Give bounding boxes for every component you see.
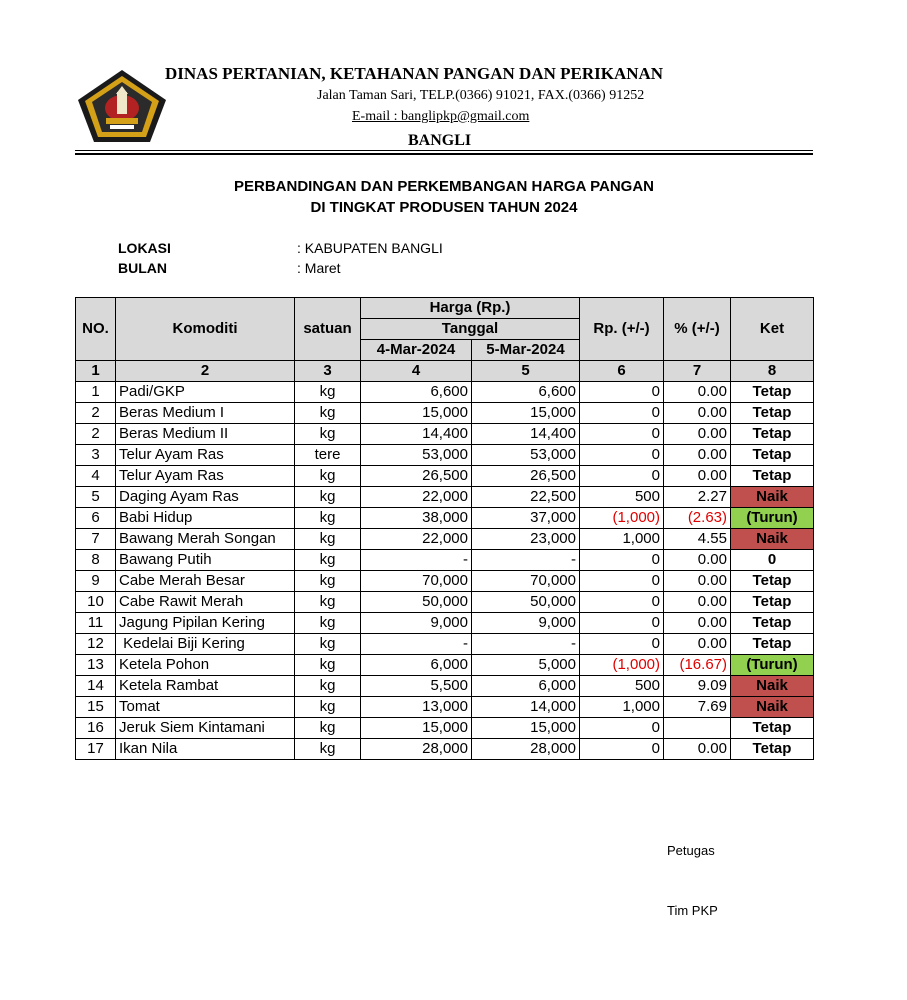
cell-price-date2: 37,000 <box>472 508 580 529</box>
cell-price-date1: - <box>361 634 472 655</box>
cell-satuan: kg <box>295 718 361 739</box>
cell-komoditi: Telur Ayam Ras <box>116 466 295 487</box>
table-row <box>76 718 814 739</box>
cell-no: 14 <box>76 676 116 697</box>
col-number: 6 <box>580 361 664 382</box>
table-row <box>76 445 814 466</box>
cell-pct-change: 0.00 <box>664 445 731 466</box>
cell-no: 17 <box>76 739 116 760</box>
cell-satuan: kg <box>295 592 361 613</box>
header-date-1: 4-Mar-2024 <box>361 340 472 361</box>
bangli-emblem-logo <box>76 68 168 144</box>
cell-price-date2: 50,000 <box>472 592 580 613</box>
table-row <box>76 592 814 613</box>
cell-price-date1: 13,000 <box>361 697 472 718</box>
cell-ket: Tetap <box>731 403 814 424</box>
cell-satuan: tere <box>295 445 361 466</box>
cell-rp-change: (1,000) <box>580 508 664 529</box>
cell-price-date1: - <box>361 550 472 571</box>
col-number: 5 <box>472 361 580 382</box>
header-ket: Ket <box>731 298 814 361</box>
header-no: NO. <box>76 298 116 361</box>
cell-price-date1: 22,000 <box>361 487 472 508</box>
table-row <box>76 424 814 445</box>
cell-no: 10 <box>76 592 116 613</box>
cell-komoditi: Bawang Putih <box>116 550 295 571</box>
cell-no: 5 <box>76 487 116 508</box>
cell-price-date1: 15,000 <box>361 718 472 739</box>
table-row <box>76 550 814 571</box>
cell-no: 15 <box>76 697 116 718</box>
cell-satuan: kg <box>295 382 361 403</box>
cell-rp-change: 0 <box>580 571 664 592</box>
cell-pct-change: 0.00 <box>664 592 731 613</box>
cell-satuan: kg <box>295 529 361 550</box>
cell-price-date1: 9,000 <box>361 613 472 634</box>
bulan-value: : Maret <box>297 260 341 276</box>
col-number: 8 <box>731 361 814 382</box>
cell-price-date1: 5,500 <box>361 676 472 697</box>
cell-ket: Tetap <box>731 634 814 655</box>
cell-rp-change: 0 <box>580 613 664 634</box>
cell-satuan: kg <box>295 403 361 424</box>
cell-satuan: kg <box>295 508 361 529</box>
cell-komoditi: Cabe Merah Besar <box>116 571 295 592</box>
cell-satuan: kg <box>295 613 361 634</box>
lokasi-label: LOKASI <box>118 240 171 256</box>
cell-price-date1: 14,400 <box>361 424 472 445</box>
cell-pct-change: 0.00 <box>664 634 731 655</box>
cell-pct-change: 0.00 <box>664 550 731 571</box>
letterhead-rule-thick <box>75 153 813 155</box>
table-row <box>76 466 814 487</box>
cell-no: 2 <box>76 403 116 424</box>
price-comparison-table <box>75 297 814 760</box>
cell-pct-change: 0.00 <box>664 466 731 487</box>
cell-price-date2: 6,000 <box>472 676 580 697</box>
cell-price-date2: 6,600 <box>472 382 580 403</box>
cell-satuan: kg <box>295 487 361 508</box>
cell-price-date2: 5,000 <box>472 655 580 676</box>
cell-pct-change: 0.00 <box>664 739 731 760</box>
cell-pct-change: 0.00 <box>664 403 731 424</box>
cell-price-date2: 15,000 <box>472 403 580 424</box>
cell-no: 2 <box>76 424 116 445</box>
cell-ket: (Turun) <box>731 655 814 676</box>
cell-pct-change: 0.00 <box>664 424 731 445</box>
cell-pct-change: 0.00 <box>664 613 731 634</box>
table-row <box>76 571 814 592</box>
table-row <box>76 508 814 529</box>
col-number: 7 <box>664 361 731 382</box>
organization-name: DINAS PERTANIAN, KETAHANAN PANGAN DAN PERIKANAN <box>165 64 664 83</box>
cell-ket: 0 <box>731 550 814 571</box>
cell-price-date2: - <box>472 634 580 655</box>
col-number: 1 <box>76 361 116 382</box>
cell-rp-change: 500 <box>580 487 664 508</box>
cell-pct-change: 2.27 <box>664 487 731 508</box>
header-harga: Harga (Rp.) <box>361 298 580 319</box>
cell-price-date1: 50,000 <box>361 592 472 613</box>
table-row <box>76 529 814 550</box>
signature-role: Petugas <box>667 843 715 858</box>
cell-price-date1: 6,600 <box>361 382 472 403</box>
cell-price-date2: 70,000 <box>472 571 580 592</box>
cell-komoditi: Daging Ayam Ras <box>116 487 295 508</box>
letterhead-rule-thin <box>75 150 813 151</box>
lokasi-value: : KABUPATEN BANGLI <box>297 240 443 256</box>
cell-rp-change: 0 <box>580 382 664 403</box>
table-row <box>76 382 814 403</box>
cell-rp-change: 1,000 <box>580 697 664 718</box>
cell-rp-change: (1,000) <box>580 655 664 676</box>
col-number: 2 <box>116 361 295 382</box>
cell-rp-change: 0 <box>580 592 664 613</box>
header-date-2: 5-Mar-2024 <box>472 340 580 361</box>
cell-no: 3 <box>76 445 116 466</box>
report-title-line2: DI TINGKAT PRODUSEN TAHUN 2024 <box>310 199 578 216</box>
cell-price-date1: 22,000 <box>361 529 472 550</box>
cell-price-date2: 9,000 <box>472 613 580 634</box>
cell-rp-change: 0 <box>580 445 664 466</box>
organization-email: E-mail : banglipkp@gmail.com <box>352 109 530 124</box>
cell-pct-change: 0.00 <box>664 382 731 403</box>
cell-komoditi: Beras Medium I <box>116 403 295 424</box>
cell-rp-change: 0 <box>580 403 664 424</box>
cell-komoditi: Padi/GKP <box>116 382 295 403</box>
table-row <box>76 655 814 676</box>
cell-no: 9 <box>76 571 116 592</box>
cell-pct-change: 4.55 <box>664 529 731 550</box>
cell-no: 8 <box>76 550 116 571</box>
cell-komoditi: Ikan Nila <box>116 739 295 760</box>
cell-price-date2: 26,500 <box>472 466 580 487</box>
bulan-label: BULAN <box>118 260 167 276</box>
cell-price-date2: 22,500 <box>472 487 580 508</box>
cell-price-date2: 53,000 <box>472 445 580 466</box>
cell-komoditi: Bawang Merah Songan <box>116 529 295 550</box>
cell-satuan: kg <box>295 676 361 697</box>
cell-no: 11 <box>76 613 116 634</box>
cell-rp-change: 0 <box>580 718 664 739</box>
cell-price-date1: 53,000 <box>361 445 472 466</box>
cell-satuan: kg <box>295 550 361 571</box>
cell-price-date2: 14,400 <box>472 424 580 445</box>
signature-name: Tim PKP <box>667 903 718 918</box>
cell-price-date2: 15,000 <box>472 718 580 739</box>
cell-pct-change: (16.67) <box>664 655 731 676</box>
cell-pct-change: 9.09 <box>664 676 731 697</box>
cell-no: 4 <box>76 466 116 487</box>
cell-satuan: kg <box>295 571 361 592</box>
table-row <box>76 403 814 424</box>
cell-price-date1: 15,000 <box>361 403 472 424</box>
col-number: 3 <box>295 361 361 382</box>
table-row <box>76 487 814 508</box>
header-tanggal: Tanggal <box>361 319 580 340</box>
col-number: 4 <box>361 361 472 382</box>
cell-ket: Tetap <box>731 466 814 487</box>
header-satuan: satuan <box>295 298 361 361</box>
cell-ket: Tetap <box>731 739 814 760</box>
cell-rp-change: 500 <box>580 676 664 697</box>
cell-price-date1: 28,000 <box>361 739 472 760</box>
cell-komoditi: Jagung Pipilan Kering <box>116 613 295 634</box>
table-row <box>76 697 814 718</box>
table-body <box>76 382 814 760</box>
cell-rp-change: 1,000 <box>580 529 664 550</box>
cell-ket: Tetap <box>731 424 814 445</box>
cell-komoditi: Ketela Pohon <box>116 655 295 676</box>
cell-ket: Tetap <box>731 718 814 739</box>
cell-rp-change: 0 <box>580 466 664 487</box>
report-title-line1: PERBANDINGAN DAN PERKEMBANGAN HARGA PANGAN <box>233 178 654 195</box>
cell-no: 1 <box>76 382 116 403</box>
cell-rp-change: 0 <box>580 550 664 571</box>
cell-pct-change <box>664 718 731 739</box>
cell-pct-change: (2.63) <box>664 508 731 529</box>
header-komoditi: Komoditi <box>116 298 295 361</box>
cell-price-date1: 26,500 <box>361 466 472 487</box>
cell-satuan: kg <box>295 466 361 487</box>
cell-pct-change: 7.69 <box>664 697 731 718</box>
cell-satuan: kg <box>295 655 361 676</box>
cell-satuan: kg <box>295 634 361 655</box>
cell-komoditi: Kedelai Biji Kering <box>116 634 295 655</box>
cell-rp-change: 0 <box>580 634 664 655</box>
cell-satuan: kg <box>295 697 361 718</box>
cell-komoditi: Ketela Rambat <box>116 676 295 697</box>
table-row <box>76 676 814 697</box>
cell-price-date1: 6,000 <box>361 655 472 676</box>
cell-no: 13 <box>76 655 116 676</box>
cell-komoditi: Jeruk Siem Kintamani <box>116 718 295 739</box>
organization-address: Jalan Taman Sari, TELP.(0366) 91021, FAX.(0366) 91252 <box>317 88 645 103</box>
cell-ket: Tetap <box>731 592 814 613</box>
cell-no: 12 <box>76 634 116 655</box>
cell-rp-change: 0 <box>580 424 664 445</box>
cell-no: 16 <box>76 718 116 739</box>
cell-komoditi: Tomat <box>116 697 295 718</box>
cell-ket: Naik <box>731 676 814 697</box>
cell-price-date2: 28,000 <box>472 739 580 760</box>
cell-ket: Tetap <box>731 382 814 403</box>
cell-price-date1: 70,000 <box>361 571 472 592</box>
table-row <box>76 634 814 655</box>
cell-komoditi: Babi Hidup <box>116 508 295 529</box>
cell-satuan: kg <box>295 424 361 445</box>
cell-price-date2: - <box>472 550 580 571</box>
cell-komoditi: Beras Medium II <box>116 424 295 445</box>
cell-no: 6 <box>76 508 116 529</box>
cell-ket: Tetap <box>731 571 814 592</box>
header-rp-change: Rp. (+/-) <box>580 298 664 361</box>
cell-no: 7 <box>76 529 116 550</box>
cell-rp-change: 0 <box>580 739 664 760</box>
cell-ket: Tetap <box>731 445 814 466</box>
table-row <box>76 739 814 760</box>
cell-pct-change: 0.00 <box>664 571 731 592</box>
cell-price-date1: 38,000 <box>361 508 472 529</box>
cell-price-date2: 14,000 <box>472 697 580 718</box>
cell-price-date2: 23,000 <box>472 529 580 550</box>
cell-ket: Tetap <box>731 613 814 634</box>
table-row <box>76 613 814 634</box>
cell-komoditi: Cabe Rawit Merah <box>116 592 295 613</box>
cell-ket: (Turun) <box>731 508 814 529</box>
cell-ket: Naik <box>731 487 814 508</box>
cell-ket: Naik <box>731 697 814 718</box>
cell-satuan: kg <box>295 739 361 760</box>
header-pct-change: % (+/-) <box>664 298 731 361</box>
cell-komoditi: Telur Ayam Ras <box>116 445 295 466</box>
cell-ket: Naik <box>731 529 814 550</box>
organization-city: BANGLI <box>408 132 472 149</box>
